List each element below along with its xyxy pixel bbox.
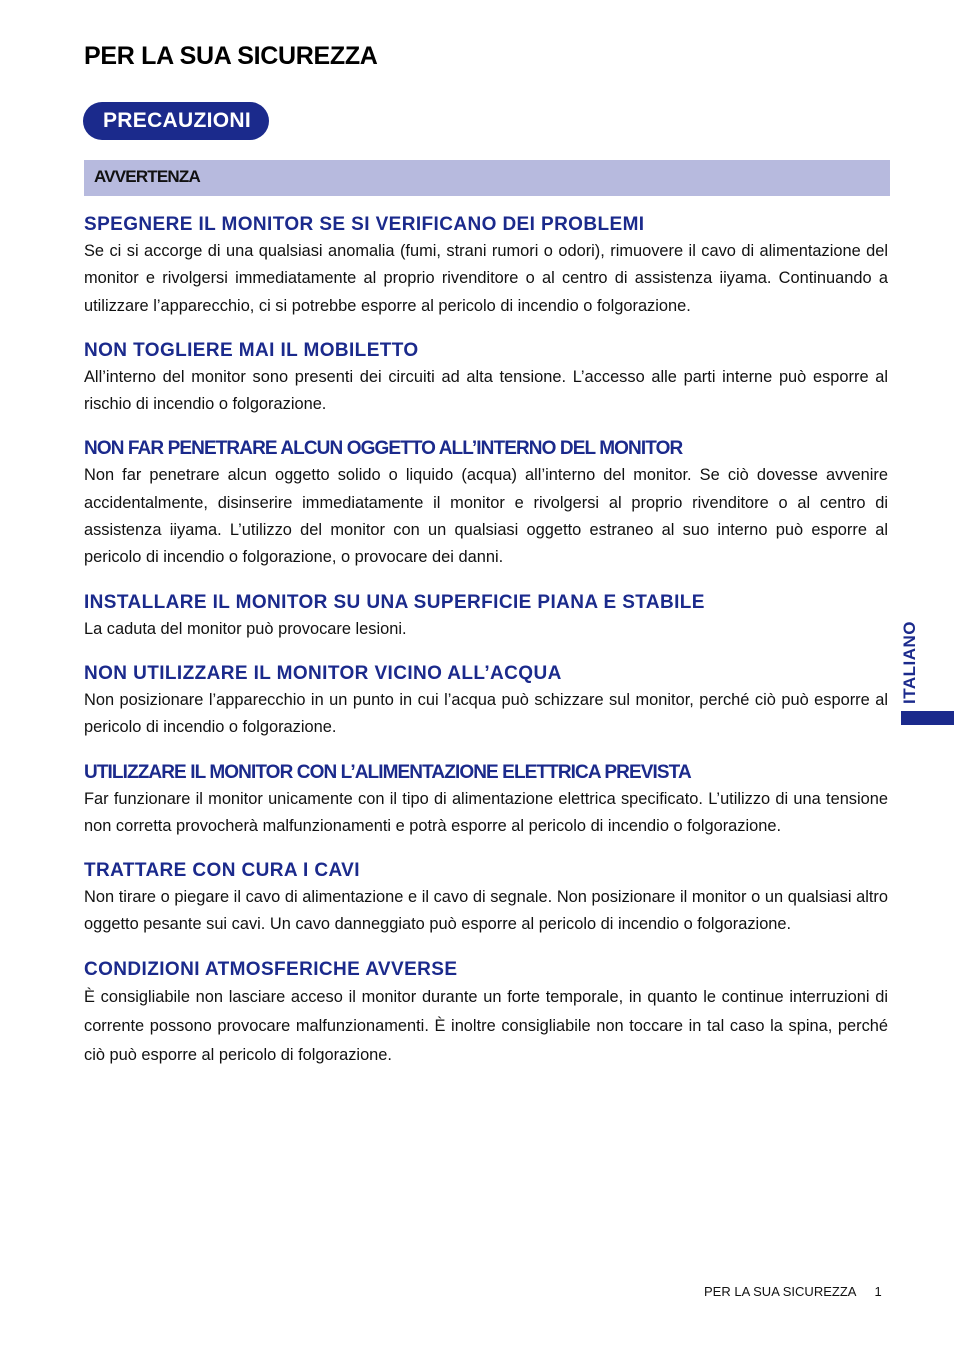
- precaution-body: Non posizionare l’apparecchio in un punto in cui l’acqua può schizzare sul monitor, perché ciò può esporre al pericolo di incendio o folgorazione.: [84, 690, 888, 737]
- precaution-heading: NON UTILIZZARE IL MONITOR VICINO ALL’ACQUA: [84, 662, 562, 684]
- precaution-heading: INSTALLARE IL MONITOR SU UNA SUPERFICIE PIANA E STABILE: [84, 591, 705, 613]
- precaution-item: [84, 760, 888, 841]
- page-number: 1: [874, 1284, 882, 1299]
- precaution-body: Non tirare o piegare il cavo di alimentazione e il cavo di segnale. Non posizionare il monitor o un qualsiasi altro oggetto pesante sui cavi. Un cavo danneggiato può esporre al pericolo di incendio o folgorazione.: [84, 888, 888, 934]
- warning-bar-label: AVVERTENZA: [94, 167, 200, 186]
- precaution-heading: TRATTARE CON CURA I CAVI: [84, 860, 360, 882]
- precaution-body: È consigliabile non lasciare acceso il monitor durante un forte temporale, in quanto le continue interruzioni di corrente possono provocare malfunzionamenti. È inoltre consigliabile non toccare in tal caso la spina, perché ciò può esporre al pericolo di folgorazione.: [84, 987, 888, 1064]
- footer-label: PER LA SUA SICUREZZA: [704, 1284, 857, 1299]
- precaution-item: [84, 436, 888, 571]
- page-footer: [704, 1284, 882, 1299]
- precaution-heading: UTILIZZARE IL MONITOR CON L’ALIMENTAZIONE ELETTRICA PREVISTA: [84, 761, 691, 783]
- precaution-heading: NON TOGLIERE MAI IL MOBILETTO: [84, 339, 419, 361]
- precaution-body: Far funzionare il monitor unicamente con il tipo di alimentazione elettrica specificato. L’utilizzo di una tensione non corretta provocherà malfunzionamenti e potrà esporre al pericolo di incendio o folgorazione.: [84, 789, 888, 835]
- precaution-item: [84, 212, 888, 320]
- precaution-body: La caduta del monitor può provocare lesioni.: [84, 619, 407, 638]
- warning-bar: [84, 160, 890, 196]
- precaution-body: All’interno del monitor sono presenti dei circuiti ad alta tensione. L’accesso alle parti interne può esporre al rischio di incendio o folgorazione.: [84, 367, 888, 414]
- precautions-list: [84, 212, 888, 1088]
- precaution-item: [84, 957, 888, 1070]
- precaution-body: Non far penetrare alcun oggetto solido o liquido (acqua) all’interno del monitor. Se ciò dovesse avvenire accidentalmente, disinserire immediatamente il monitor e rivolgersi al proprio rivenditore o al centro di assistenza iiyama. L’utilizzo del monitor con un qualsiasi oggetto estraneo al suo interno può esporre al pericolo di incendio o folgorazione, o provocare dei danni.: [84, 466, 888, 567]
- page-title: PER LA SUA SICUREZZA: [84, 42, 378, 70]
- precaution-item: [84, 338, 888, 419]
- precaution-item: [84, 858, 888, 939]
- language-tab-bar: [901, 711, 954, 725]
- section-pill-precauzioni: PRECAUZIONI: [83, 102, 269, 140]
- precaution-item: [84, 661, 888, 742]
- precaution-item: [84, 590, 888, 643]
- language-tab-label: ITALIANO: [900, 620, 919, 704]
- precaution-heading: CONDIZIONI ATMOSFERICHE AVVERSE: [84, 958, 458, 980]
- precaution-heading: SPEGNERE IL MONITOR SE SI VERIFICANO DEI PROBLEMI: [84, 214, 645, 235]
- precaution-heading: NON FAR PENETRARE ALCUN OGGETTO ALL’INTERNO DEL MONITOR: [84, 438, 683, 460]
- precaution-body: Se ci si accorge di una qualsiasi anomalia (fumi, strani rumori o odori), rimuovere il cavo di alimentazione del monitor e rivolgersi immediatamente al proprio rivenditore o al centro di assistenza iiyama. Continuando a utilizzare l’apparecchio, ci si potrebbe esporre al pericolo di incendio o folgorazione.: [84, 242, 888, 315]
